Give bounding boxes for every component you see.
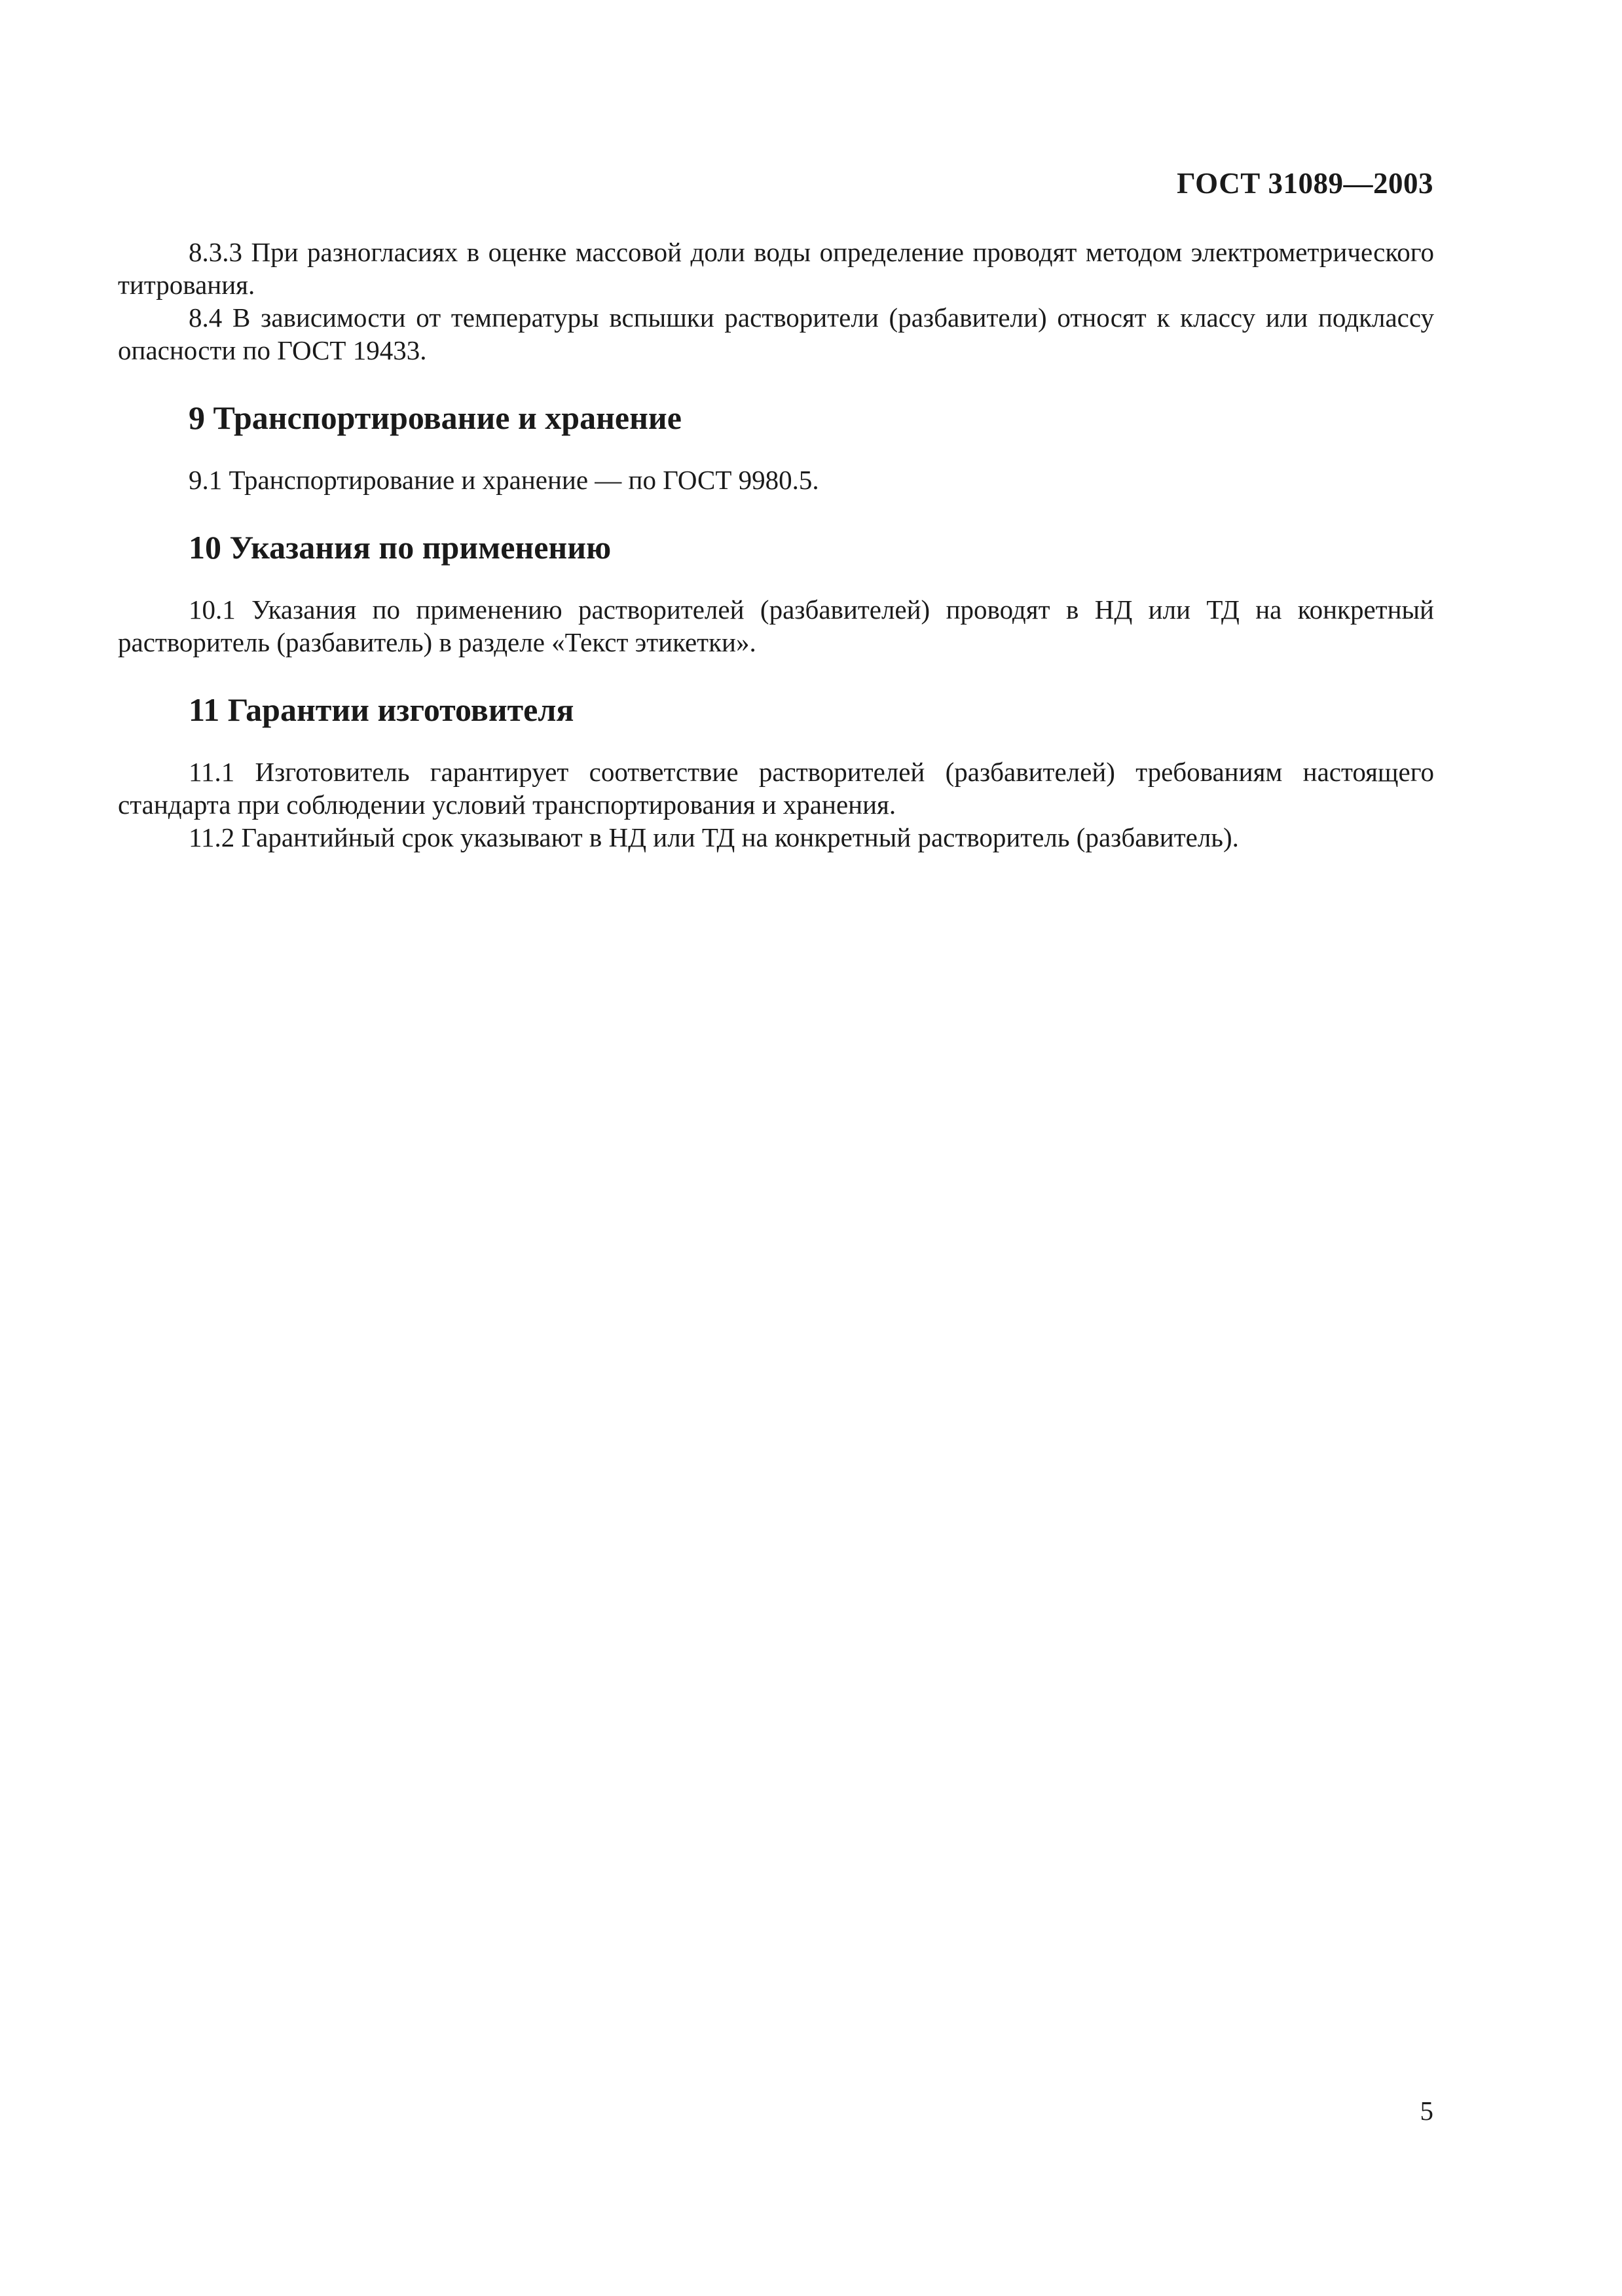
paragraph-10-1: 10.1 Указания по применению растворителей (разбавителей) проводят в НД или ТД на конкретный растворитель (разбавитель) в разделе «Текст этикетки». — [118, 594, 1434, 657]
paragraph-8-4: 8.4 В зависимости от температуры вспышки растворители (разбавители) относят к классу или подклассу опасности по ГОСТ 19433. — [118, 302, 1434, 365]
paragraph-11-2: 11.2 Гарантийный срок указывают в НД или ТД на конкретный растворитель (разбавитель). — [189, 822, 1239, 852]
paragraph-9-1: 9.1 Транспортирование и хранение — по ГОСТ 9980.5. — [189, 465, 819, 495]
section-10-title: 10 Указания по применению — [189, 529, 612, 566]
paragraph-11-1: 11.1 Изготовитель гарантирует соответствие растворителей (разбавителей) требованиям настоящего стандарта при соблюдении условий транспортирования и хранения. — [118, 757, 1434, 820]
section-9-title: 9 Транспортирование и хранение — [189, 399, 682, 436]
section-11-title: 11 Гарантии изготовителя — [189, 691, 574, 728]
document-body — [118, 236, 1434, 854]
paragraph-8-3-3: 8.3.3 При разногласиях в оценке массовой доли воды определение проводят методом электрометрического титрования. — [118, 237, 1434, 300]
document-code-header: ГОСТ 31089—2003 — [1177, 167, 1433, 200]
page-number: 5 — [1420, 2096, 1433, 2126]
